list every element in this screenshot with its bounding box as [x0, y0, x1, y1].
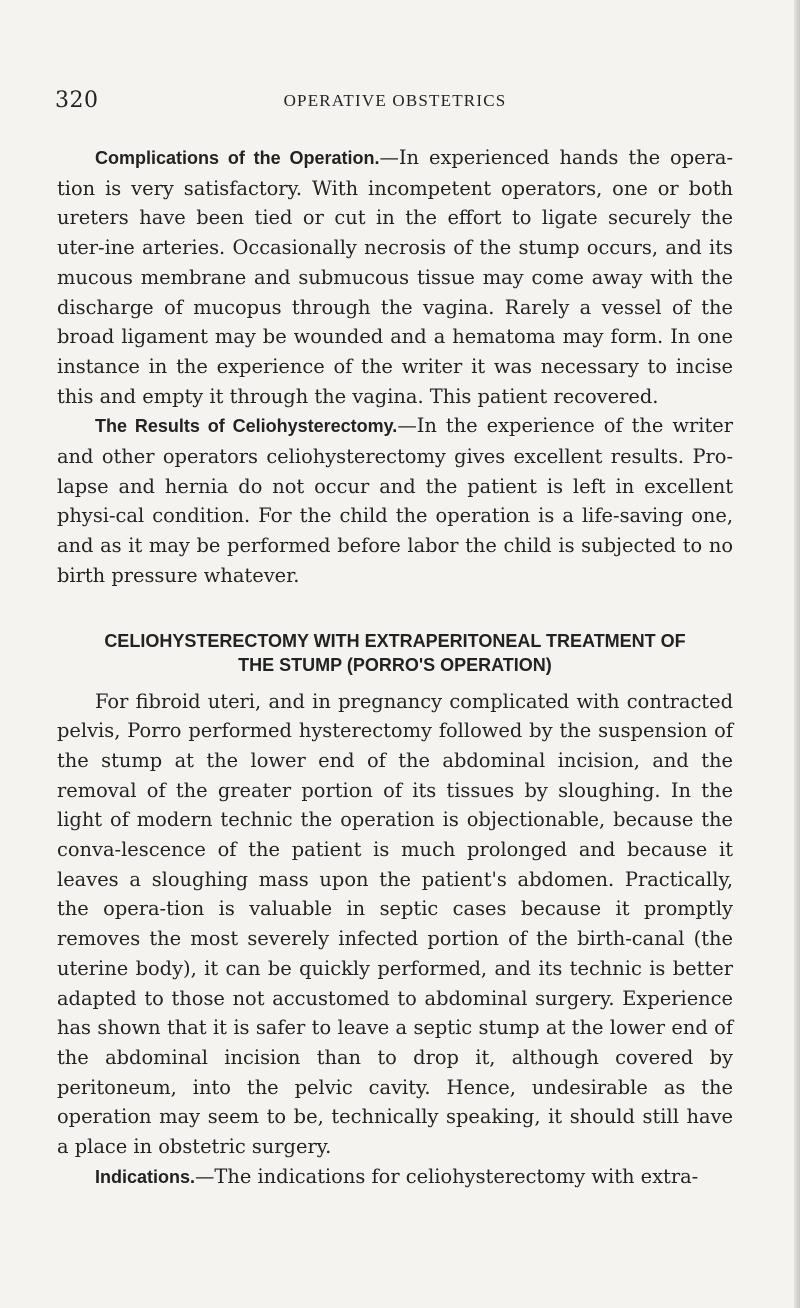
run-in-heading-complications: Complications of the Operation. — [95, 148, 380, 168]
running-head: OPERATIVE OBSTETRICS — [283, 91, 507, 110]
run-in-heading-indications: Indications. — [95, 1166, 196, 1187]
paragraph-complications — [57, 143, 733, 411]
paragraph-text-complications: —In experienced hands the opera-tion is very satisfactory. With incompetent operators, one or both ureters have been tied or cut in the effort to ligate securely the uter-ine arteries. Occasionally necrosis of the stump occurs, and its mucous membrane and submucous tissue may come away with the discharge of mucopus through the vagina. Rarely a vessel of the broad ligament may be wounded and a hematoma may form. In one instance in the experience of the writer it was necessary to incise this and empty it through the vagina. This patient recovered. — [57, 146, 734, 408]
section-heading-porro — [57, 629, 733, 677]
body-text — [57, 143, 733, 1193]
paragraph-text-results: —In the experience of the writer and other operators celiohysterectomy gives excellent results. Pro-lapse and hernia do not occur and the patient is left in excellent physi-cal condition. For the child the operation is a life-saving one, and as it may be performed before labor the child is subjected to no birth pressure whatever. — [57, 414, 733, 587]
run-in-heading-results: The Results of Celiohysterectomy. — [95, 416, 398, 437]
paragraph-results — [57, 411, 733, 590]
section-heading-line-2: THE STUMP (PORRO'S OPERATION) — [238, 654, 552, 675]
paragraph-porro: For fibroid uteri, and in pregnancy complicated with contracted pelvis, Porro performed hysterectomy followed by the suspension of the stump at the lower end of the abdominal incision, and the removal of the greater portion of its tissues by sloughing. In the light of modern technic the operation is objectionable, because the conva-lescence of the patient is much prolonged and because it leaves a sloughing mass upon the patient's abdomen. Practically, the opera-tion is valuable in septic cases because it promptly removes the most severely infected portion of the birth-canal (the uterine body), it can be quickly performed, and its technic is better adapted to those not accustomed to abdominal surgery. Experience has shown that it is safer to leave a septic stump at the lower end of the abdominal incision than to drop it, although covered by peritoneum, into the pelvic cavity. Hence, undesirable as the operation may seem to be, technically speaking, it should still have a place in obstetric surgery. — [57, 689, 733, 1159]
section-heading-line-1: CELIOHYSTERECTOMY WITH EXTRAPERITONEAL TREATMENT OF — [104, 630, 686, 651]
page-header — [55, 88, 735, 122]
paragraph-text-indications: —The indications for celiohysterectomy with extra- — [195, 1164, 699, 1188]
page-number: 320 — [55, 88, 99, 113]
paragraph-indications — [57, 1162, 733, 1193]
